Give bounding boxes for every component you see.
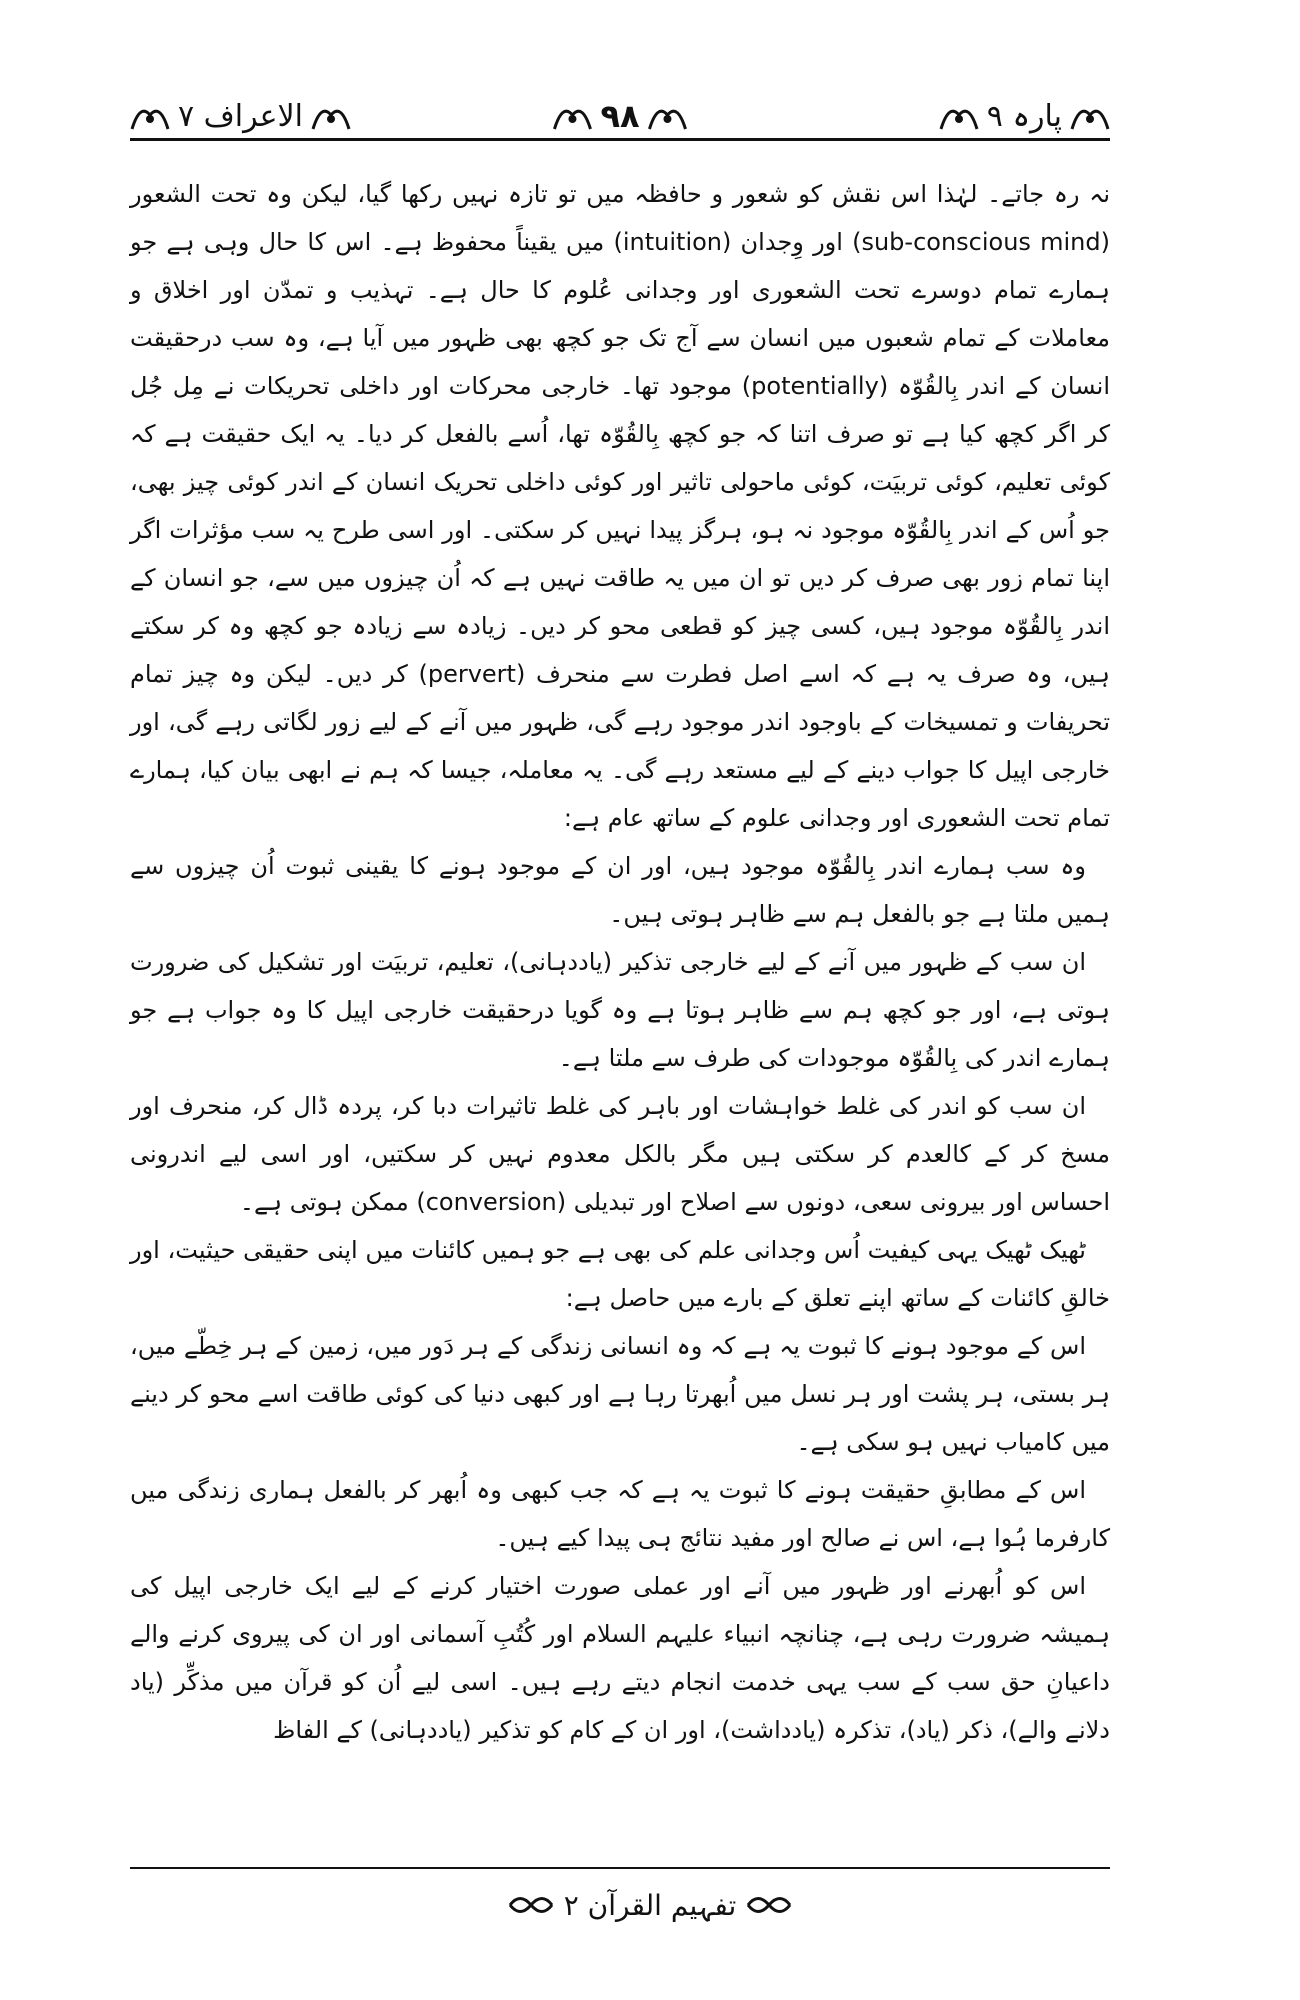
page-body [130, 170, 1110, 1754]
ornament-icon [130, 101, 170, 131]
surah-name-label: الاعراف ۷ [178, 98, 303, 134]
paragraph: اس کے موجود ہونے کا ثبوت یہ ہے کہ وہ انسانی زندگی کے ہر دَور میں، زمین کے ہر خِطّے میں، ہر بستی، ہر پشت اور ہر نسل میں اُبھرتا رہا ہے اور کبھی دنیا کی کوئی طاقت اسے محو کر دینے میں کامیاب نہیں ہو سکی ہے۔ [130, 1332, 1110, 1456]
ornament-icon [508, 1890, 554, 1920]
ornament-icon [648, 101, 688, 131]
header-page-number [552, 94, 687, 138]
paragraph: اس کو اُبھرنے اور ظہور میں آنے اور عملی صورت اختیار کرنے کے لیے ایک خارجی اپیل کی ہمیشہ ضرورت رہی ہے، چنانچہ انبیاء علیہم السلام اور کُتُبِ آسمانی اور ان کی پیروی کرنے والے داعیانِ حق سب کے سب یہی خدمت انجام دیتے رہے ہیں۔ اسی لیے اُن کو قرآن میں مذکِّر (یاد دلانے والے)، ذکر (یاد)، تذکرہ (یادداشت)، اور ان کے کام کو تذکیر (یاددہانی) کے الفاظ [130, 1572, 1110, 1744]
ornament-icon [311, 101, 351, 131]
page-number: ۹۸ [600, 97, 640, 135]
header-para-label [939, 94, 1110, 138]
paragraph: نہ رہ جاتے۔ لہٰذا اس نقش کو شعور و حافظہ میں تو تازہ نہیں رکھا گیا، لیکن وہ تحت الشعور (sub-conscious mind) اور وِجدان (intuition) میں یقیناً محفوظ ہے۔ اس کا حال وہی ہے جو ہمارے تمام دوسرے تحت الشعوری اور وجدانی عُلوم کا حال ہے۔ تہذیب و تمدّن اور اخلاق و معاملات کے تمام شعبوں میں انسان سے آج تک جو کچھ بھی ظہور میں آیا ہے، وہ سب درحقیقت انسان کے اندر بِالقُوّہ (potentially) موجود تھا۔ خارجی محرکات اور داخلی تحریکات نے مِل جُل کر اگر کچھ کیا ہے تو صرف اتنا کہ جو کچھ بِالقُوّہ تھا، اُسے بالفعل کر دیا۔ یہ ایک حقیقت ہے کہ کوئی تعلیم، کوئی تربیَت، کوئی ماحولی تاثیر اور کوئی داخلی تحریک انسان کے اندر کوئی چیز بھی، جو اُس کے اندر بِالقُوّہ موجود نہ ہو، ہرگز پیدا نہیں کر سکتی۔ اور اسی طرح یہ سب مؤثرات اگر اپنا تمام زور بھی صرف کر دیں تو ان میں یہ طاقت نہیں ہے کہ اُن چیزوں میں سے، جو انسان کے اندر بِالقُوّہ موجود ہیں، کسی چیز کو قطعی محو کر دیں۔ زیادہ سے زیادہ جو کچھ وہ کر سکتے ہیں، وہ صرف یہ ہے کہ اسے اصل فطرت سے منحرف (pervert) کر دیں۔ لیکن وہ چیز تمام تحریفات و تمسیخات کے باوجود اندر موجود رہے گی، ظہور میں آنے کے لیے زور لگاتی رہے گی، اور خارجی اپیل کا جواب دینے کے لیے مستعد رہے گی۔ یہ معاملہ، جیسا کہ ہم نے ابھی بیان کیا، ہمارے تمام تحت الشعوری اور وجدانی علوم کے ساتھ عام ہے: [130, 180, 1110, 832]
book-title: تفہیم القرآن ۲ [563, 1888, 737, 1922]
page-footer [0, 1880, 1300, 1930]
header-surah-label [130, 94, 351, 138]
ornament-icon [552, 101, 592, 131]
paragraph: ان سب کو اندر کی غلط خواہشات اور باہر کی غلط تاثیرات دبا کر، پردہ ڈال کر، منحرف اور مسخ کر کے کالعدم کر سکتی ہیں مگر بالکل معدوم نہیں کر سکتیں، اور اسی لیے اندرونی احساس اور بیرونی سعی، دونوں سے اصلاح اور تبدیلی (conversion) ممکن ہوتی ہے۔ [130, 1092, 1110, 1216]
paragraph: اس کے مطابقِ حقیقت ہونے کا ثبوت یہ ہے کہ جب کبھی وہ اُبھر کر بالفعل ہماری زندگی میں کارفرما ہُوا ہے، اس نے صالح اور مفید نتائج ہی پیدا کیے ہیں۔ [130, 1476, 1110, 1552]
header-rule [130, 138, 1110, 141]
ornament-icon [746, 1890, 792, 1920]
footer-rule [130, 1867, 1110, 1869]
para-number-label: پارہ ۹ [986, 98, 1062, 134]
paragraph: ان سب کے ظہور میں آنے کے لیے خارجی تذکیر (یاددہانی)، تعلیم، تربیَت اور تشکیل کی ضرورت ہوتی ہے، اور جو کچھ ہم سے ظاہر ہوتا ہے وہ گویا درحقیقت خارجی اپیل کا وہ جواب ہے جو ہمارے اندر کی بِالقُوّہ موجودات کی طرف سے ملتا ہے۔ [130, 948, 1110, 1072]
page-header [130, 88, 1110, 148]
paragraph: ٹھیک ٹھیک یہی کیفیت اُس وجدانی علم کی بھی ہے جو ہمیں کائنات میں اپنی حقیقی حیثیت، اور خالقِ کائنات کے ساتھ اپنے تعلق کے بارے میں حاصل ہے: [130, 1236, 1110, 1312]
ornament-icon [939, 101, 979, 131]
paragraph: وہ سب ہمارے اندر بِالقُوّہ موجود ہیں، اور ان کے موجود ہونے کا یقینی ثبوت اُن چیزوں سے ہمیں ملتا ہے جو بالفعل ہم سے ظاہر ہوتی ہیں۔ [130, 852, 1110, 928]
ornament-icon [1070, 101, 1110, 131]
